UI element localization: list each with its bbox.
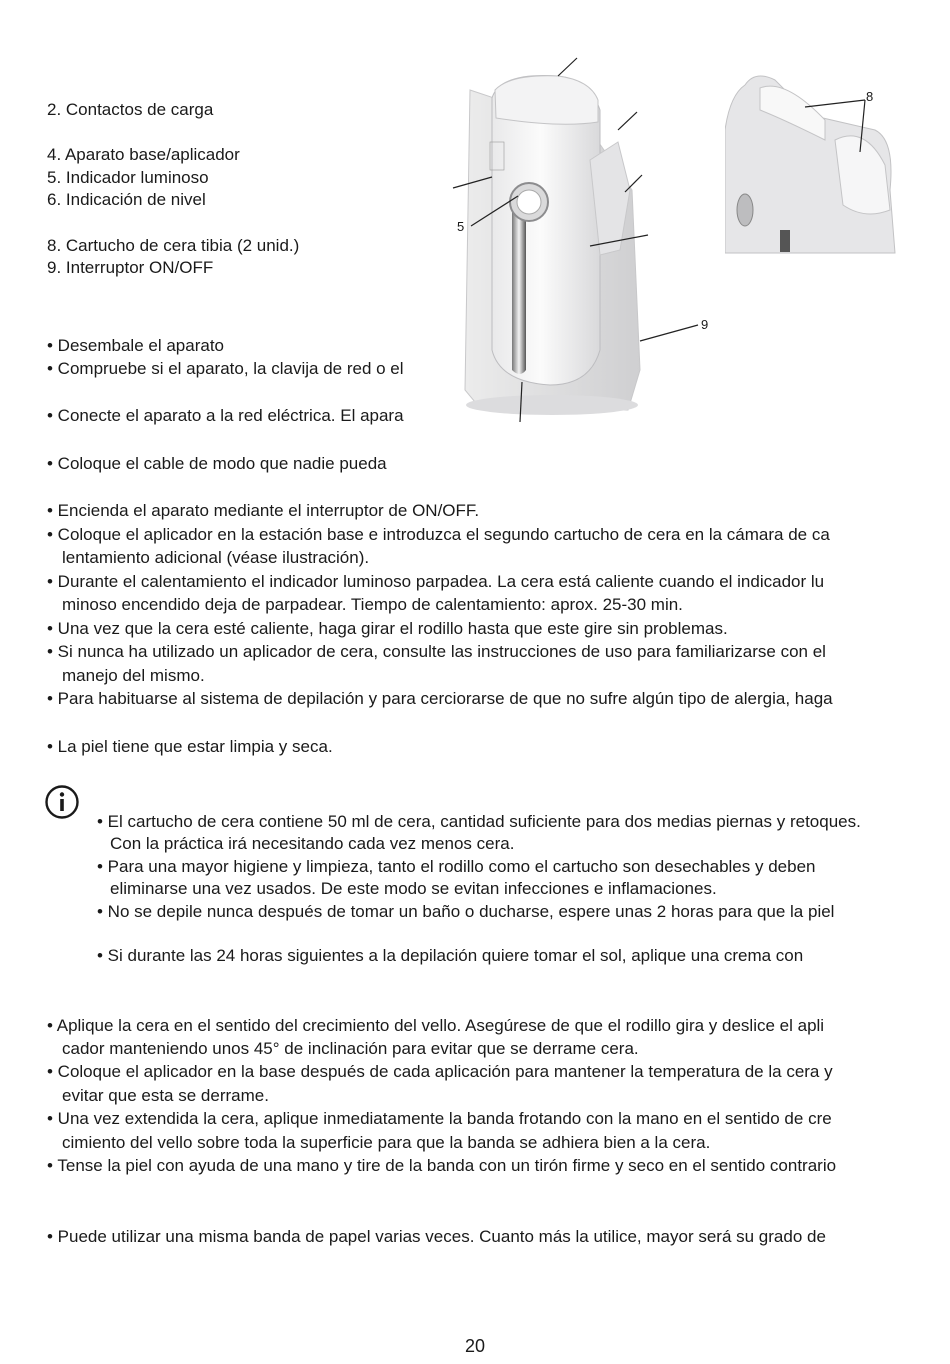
callout-5: 5 xyxy=(457,219,465,234)
callout-9: 9 xyxy=(701,317,709,332)
parts-list-item: 5. Indicador luminoso xyxy=(47,168,209,187)
application-line: • Aplique la cera en el sentido del crecimiento del vello. Asegúrese de que el rodillo gira y deslice el apli xyxy=(47,1016,825,1035)
info-note-line: eliminarse una vez usados. De este modo se evitan infecciones e inflamaciones. xyxy=(110,879,717,898)
operation-line: manejo del mismo. xyxy=(62,666,205,685)
operation-line: • Durante el calentamiento el indicador luminoso parpadea. La cera está caliente cuando el indicador lu xyxy=(47,572,825,591)
application-line: evitar que esta se derrame. xyxy=(62,1086,269,1105)
operation-line: • Si nunca ha utilizado un aplicador de cera, consulte las instrucciones de uso para familiarizarse con el xyxy=(47,642,826,661)
operation-line: minoso encendido deja de parpadear. Tiempo de calentamiento: aprox. 25-30 min. xyxy=(62,595,683,614)
application-line: • Puede utilizar una misma banda de papel varias veces. Cuanto más la utilice, mayor será su grado de xyxy=(47,1227,826,1246)
operation-line: • Para habituarse al sistema de depilación y para cerciorarse de que no sufre algún tipo de alergia, haga xyxy=(47,689,833,708)
info-note-line: • Si durante las 24 horas siguientes a la depilación quiere tomar el sol, aplique una crema con xyxy=(97,946,804,965)
parts-list-item: 4. Aparato base/aplicador xyxy=(47,145,240,164)
setup-bullet: • Conecte el aparato a la red eléctrica. El apara xyxy=(47,406,404,425)
setup-bullet: • Desembale el aparato xyxy=(47,336,224,355)
setup-bullet: • Coloque el cable de modo que nadie pueda xyxy=(47,454,387,473)
operation-line: lentamiento adicional (véase ilustración). xyxy=(62,548,370,567)
application-line: • Una vez extendida la cera, aplique inmediatamente la banda frotando con la mano en el sentido de cre xyxy=(47,1109,832,1128)
parts-list-item: 6. Indicación de nivel xyxy=(47,190,206,209)
application-line: • Tense la piel con ayuda de una mano y tire de la banda con un tirón firme y seco en el sentido contrario xyxy=(47,1156,837,1175)
parts-list-item: 2. Contactos de carga xyxy=(47,100,214,119)
parts-list-item: 8. Cartucho de cera tibia (2 unid.) xyxy=(47,236,300,255)
setup-bullet: • Compruebe si el aparato, la clavija de red o el xyxy=(47,359,404,378)
info-note-line: • No se depile nunca después de tomar un baño o ducharse, espere unas 2 horas para que la piel xyxy=(97,902,835,921)
detail-illustration xyxy=(725,70,915,255)
operation-line: • La piel tiene que estar limpia y seca. xyxy=(47,737,333,756)
application-line: • Coloque el aplicador en la base después de cada aplicación para mantener la temperatura de la cera y xyxy=(47,1062,833,1081)
operation-line: • Coloque el aplicador en la estación base e introduzca el segundo cartucho de cera en la cámara de ca xyxy=(47,525,830,544)
device-illustration xyxy=(440,50,730,430)
application-line: cimiento del vello sobre toda la superficie para que la banda se adhiera bien a la cera. xyxy=(62,1133,711,1152)
callout-8: 8 xyxy=(866,89,874,104)
application-line: cador manteniendo unos 45° de inclinación para evitar que se derrame cera. xyxy=(62,1039,639,1058)
operation-line: • Encienda el aparato mediante el interruptor de ON/OFF. xyxy=(47,501,480,520)
info-note-line: Con la práctica irá necesitando cada vez menos cera. xyxy=(110,834,515,853)
page-number: 20 xyxy=(464,1336,486,1356)
info-icon xyxy=(44,784,80,820)
operation-line: • Una vez que la cera esté caliente, haga girar el rodillo hasta que este gire sin problemas. xyxy=(47,619,728,638)
parts-list-item: 9. Interruptor ON/OFF xyxy=(47,258,214,277)
info-note-line: • Para una mayor higiene y limpieza, tanto el rodillo como el cartucho son desechables y deben xyxy=(97,857,816,876)
info-note-line: • El cartucho de cera contiene 50 ml de cera, cantidad suficiente para dos medias piernas y retoques. xyxy=(97,812,861,831)
